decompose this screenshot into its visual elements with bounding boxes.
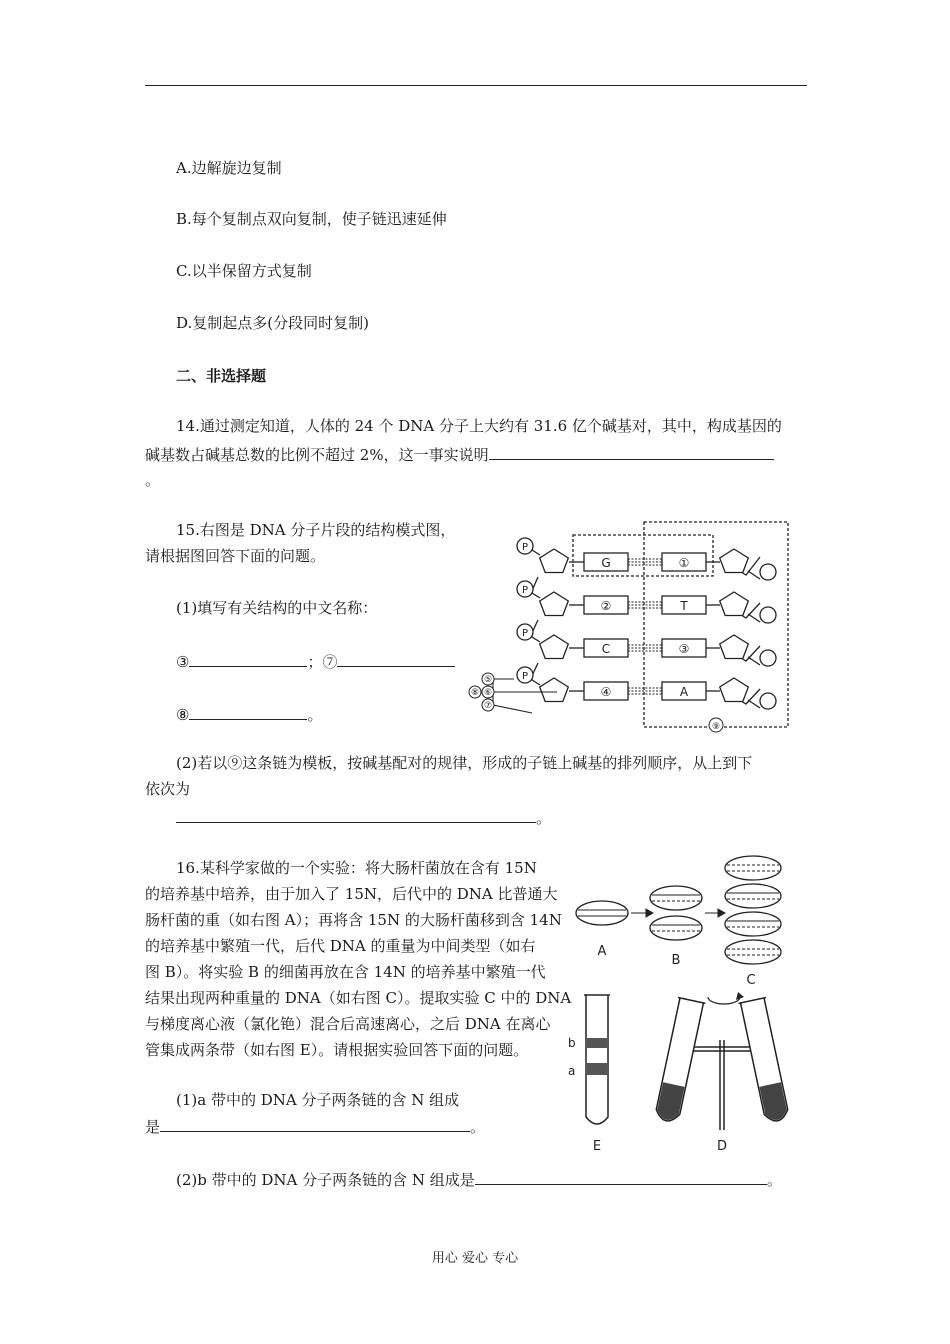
- left-sugar-4: [540, 678, 569, 702]
- band-a: [587, 1063, 607, 1075]
- q15-sub2-line2: 依次为: [145, 780, 191, 798]
- label-e-fig: E: [592, 1139, 602, 1154]
- q16-sub1-prefix: 是: [145, 1118, 161, 1136]
- phosphate-label-2: P: [521, 585, 529, 596]
- q16-line-4: 的培养基中繁殖一代，后代 DNA 的重量为中间类型（如右: [145, 937, 536, 955]
- right-base-label-1: ①: [678, 556, 690, 570]
- right-base-label-2: T: [680, 599, 688, 613]
- tube-e: [584, 995, 610, 1124]
- chain-label-9: ⑨: [711, 722, 721, 732]
- q15-end: 。: [307, 706, 323, 724]
- q15-blanks-row2: [176, 703, 322, 725]
- q16-line-3: 肠杆菌的重（如右图 A）；再将含 15N 的大肠杆菌移到含 14N: [145, 911, 562, 929]
- label-band-b: b: [568, 1036, 576, 1050]
- right-sugar-3: [720, 635, 749, 659]
- q15-sub2-end: 。: [536, 809, 552, 827]
- q16-line-8: 管集成两条带（如右图 E）。请根据实验回答下面的问题。: [145, 1041, 529, 1059]
- q14-text: 碱基数占碱基总数的比例不超过 2%，这一事实说明: [145, 446, 489, 464]
- q16-sub1-line1: (1)a 带中的 DNA 分子两条链的含 N 组成: [176, 1091, 460, 1109]
- q16-sub2: [176, 1168, 782, 1190]
- dna-structure-diagram: [462, 515, 802, 737]
- left-base-label-2: ②: [600, 599, 612, 613]
- q15-label-7: ⑦: [322, 653, 338, 671]
- right-phosphate-3: [760, 650, 776, 666]
- left-sugar-2: [540, 592, 569, 616]
- bacterium-a: [576, 901, 628, 925]
- q15-line1: 15.右图是 DNA 分子片段的结构模式图，: [176, 521, 456, 539]
- side-label-6: ⑥: [483, 688, 493, 698]
- q16-sub2-blank[interactable]: [475, 1168, 767, 1185]
- right-sugar-2: [720, 592, 749, 616]
- label-d-fig: D: [716, 1139, 728, 1154]
- q16-line-6: 结果出现两种重量的 DNA（如右图 C）。提取实验 C 中的 DNA: [145, 989, 572, 1007]
- left-base-label-1: G: [601, 556, 611, 570]
- right-phosphate-1: [760, 564, 776, 580]
- bacterium-c-4: [725, 940, 781, 964]
- phosphate-label-1: P: [521, 542, 529, 553]
- q15-blank-7[interactable]: [337, 650, 455, 667]
- option-b: B.每个复制点双向复制，使子链迅速延伸: [176, 210, 447, 228]
- bacterium-c-3: [725, 912, 781, 936]
- bacterium-b-bottom: [650, 916, 702, 940]
- q16-line-2: 的培养基中培养，由于加入了 15N，后代中的 DNA 比普通大: [145, 885, 558, 903]
- right-sugar-4: [720, 678, 749, 702]
- q15-sub2-line1: (2)若以⑨这条链为模板，按碱基配对的规律，形成的子链上碱基的排列顺序，从上到下: [176, 754, 753, 772]
- bacterium-c-2: [725, 884, 781, 908]
- band-b: [587, 1038, 607, 1048]
- centrifuge-d: [652, 998, 791, 1130]
- side-label-5: ⑤: [483, 675, 493, 685]
- label-c-fig: C: [746, 973, 756, 988]
- q16-sub1-line2: [145, 1115, 485, 1137]
- left-base-label-4: ④: [600, 685, 612, 699]
- q16-sub1-blank[interactable]: [160, 1115, 470, 1132]
- right-base-label-4: A: [679, 685, 689, 699]
- q15-blanks-row1: [176, 650, 455, 672]
- q16-sub1-end: 。: [470, 1118, 486, 1136]
- q15-sub2-answer: [176, 806, 551, 828]
- q15-label-3: ③: [176, 653, 190, 671]
- left-base-label-3: C: [601, 642, 611, 656]
- q15-line2: 请根据图回答下面的问题。: [145, 547, 326, 565]
- q15-label-8: ⑧: [176, 706, 190, 724]
- side-label-8: ⑧: [470, 688, 480, 698]
- label-b-fig: B: [671, 953, 681, 968]
- left-sugar-3: [540, 635, 569, 659]
- label-a-fig: A: [597, 944, 607, 959]
- section-title: 二、非选择题: [176, 367, 267, 385]
- label-band-a: a: [568, 1064, 576, 1078]
- q16-line-1: 16.某科学家做的一个实验：将大肠杆菌放在含有 15N: [176, 859, 537, 877]
- q15-sub2-blank[interactable]: [176, 806, 536, 823]
- bacterium-b-top: [650, 886, 702, 910]
- q16-sub2-end: 。: [766, 1171, 782, 1189]
- right-base-label-3: ③: [678, 642, 690, 656]
- phosphate-label-3: P: [521, 628, 529, 639]
- bacteria-replication-figure: [560, 850, 810, 990]
- option-d: D.复制起点多(分段同时复制): [176, 314, 369, 332]
- option-c: C.以半保留方式复制: [176, 262, 312, 280]
- q16-line-7: 与梯度离心液（氯化铯）混合后高速离心，之后 DNA 在离心: [145, 1015, 551, 1033]
- left-sugar-1: [540, 549, 569, 573]
- q14-answer-blank[interactable]: [489, 443, 774, 460]
- q16-sub2-text: (2)b 带中的 DNA 分子两条链的含 N 组成是: [176, 1171, 475, 1189]
- right-phosphate-4: [760, 693, 776, 709]
- bacterium-c-1: [725, 856, 781, 880]
- right-phosphate-2: [760, 607, 776, 623]
- rotation-arrow: [708, 997, 740, 1004]
- right-sugar-1: [720, 549, 749, 573]
- q15-sub1: (1)填写有关结构的中文名称：: [176, 599, 378, 617]
- side-label-7: ⑦: [483, 701, 493, 711]
- phosphate-label-4: P: [521, 671, 529, 682]
- q14-end: 。: [145, 471, 161, 489]
- q15-blank-8[interactable]: [189, 703, 307, 720]
- centrifuge-figure: [560, 985, 810, 1155]
- q14-line1: 14.通过测定知道，人体的 24 个 DNA 分子上大约有 31.6 亿个碱基对，其中，构成基因的: [176, 417, 782, 435]
- q15-blank-3[interactable]: [189, 650, 307, 667]
- q15-sep: ；: [307, 653, 323, 671]
- footer: 用心 爱心 专心: [431, 1251, 519, 1266]
- header-rule: [145, 85, 807, 86]
- q16-line-5: 图 B）。将实验 B 的细菌再放在含 14N 的培养基中繁殖一代: [145, 963, 546, 981]
- option-a: A.边解旋边复制: [176, 159, 282, 177]
- q14-line2: [145, 443, 774, 465]
